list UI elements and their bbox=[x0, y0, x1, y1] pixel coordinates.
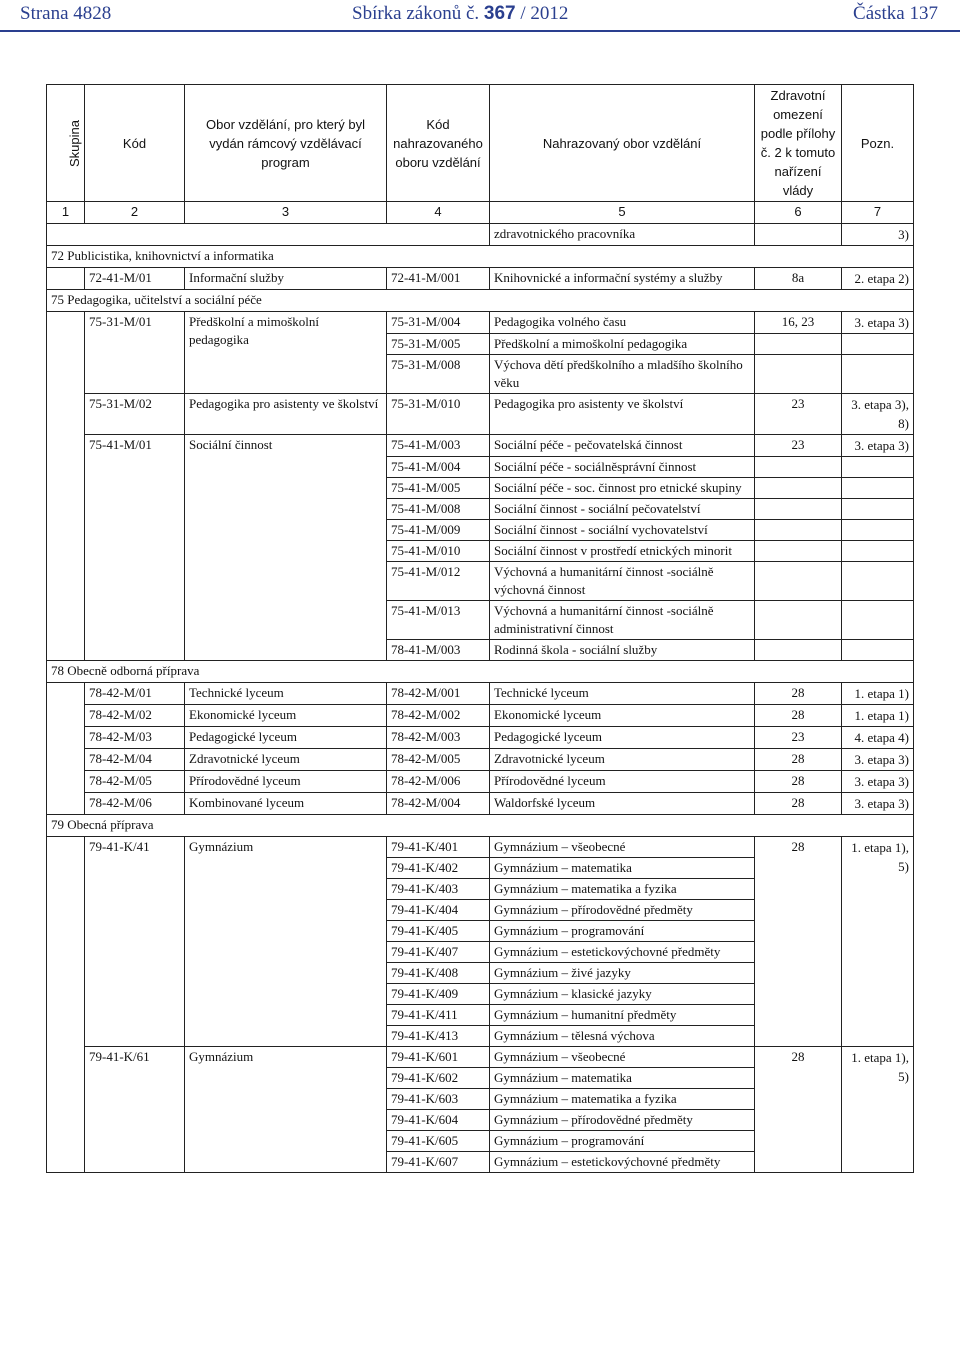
pozn-cell: 3. etapa 3) bbox=[842, 435, 914, 457]
kod-nahr-cell: 78-42-M/003 bbox=[387, 727, 490, 749]
col-number: 6 bbox=[755, 202, 842, 224]
nahr-obor-cell: Sociální činnost v prostředí etnických minorit bbox=[490, 541, 755, 562]
zdrav-cell: 23 bbox=[755, 435, 842, 457]
table-row bbox=[47, 727, 914, 749]
part-number: Částka 137 bbox=[853, 3, 938, 24]
table-row bbox=[47, 268, 914, 290]
table-row bbox=[47, 793, 914, 815]
header-pozn: Pozn. bbox=[842, 85, 914, 202]
kod-nahr-cell: 75-31-M/008 bbox=[387, 355, 490, 394]
pozn-cell: 1. etapa 1) bbox=[842, 683, 914, 705]
header-zdrav: Zdravotní omezení podle přílohy č. 2 k tomuto nařízení vlády bbox=[755, 85, 842, 202]
nahr-obor-cell: Přírodovědné lyceum bbox=[490, 771, 755, 793]
collection-prefix: Sbírka zákonů č. bbox=[352, 3, 480, 24]
obor-cell: Kombinované lyceum bbox=[185, 793, 387, 815]
nahr-obor-cell: Gymnázium – přírodovědné předměty bbox=[490, 1110, 755, 1131]
kod-nahr-cell: 79-41-K/405 bbox=[387, 921, 490, 942]
group-heading: 78 Obecně odborná příprava bbox=[47, 661, 914, 683]
kod-nahr-cell: 75-31-M/005 bbox=[387, 334, 490, 355]
kod-nahr-cell: 75-41-M/003 bbox=[387, 435, 490, 457]
table-row bbox=[47, 705, 914, 727]
zdrav-cell: 28 bbox=[755, 705, 842, 727]
col-number: 4 bbox=[387, 202, 490, 224]
nahr-obor-cell: Gymnázium – matematika a fyzika bbox=[490, 879, 755, 900]
nahr-obor-cell: Sociální činnost - sociální pečovatelství bbox=[490, 499, 755, 520]
zdrav-cell: 23 bbox=[755, 394, 842, 435]
page-number: Strana 4828 bbox=[20, 3, 112, 24]
table-row bbox=[47, 435, 914, 457]
table-row bbox=[47, 312, 914, 334]
nahr-obor-cell: Pedagogika volného času bbox=[490, 312, 755, 334]
zdrav-cell: 28 bbox=[755, 683, 842, 705]
collection-number: 367 bbox=[483, 3, 516, 24]
collection-title bbox=[352, 3, 568, 25]
header-rule bbox=[0, 30, 960, 32]
col-number: 2 bbox=[85, 202, 185, 224]
group-heading: 79 Obecná příprava bbox=[47, 815, 914, 837]
nahr-obor-cell: Gymnázium – živé jazyky bbox=[490, 963, 755, 984]
nahr-obor-cell: Rodinná škola - sociální služby bbox=[490, 640, 755, 661]
zdrav-cell: 28 bbox=[755, 749, 842, 771]
pozn-cell: 1. etapa 1), 5) bbox=[842, 837, 914, 1047]
kod-cell: 78-42-M/04 bbox=[85, 749, 185, 771]
obor-cell: Pedagogika pro asistenty ve školství bbox=[185, 394, 387, 435]
kod-nahr-cell: 78-42-M/001 bbox=[387, 683, 490, 705]
pozn-cell: 3. etapa 3) bbox=[842, 771, 914, 793]
zdrav-cell: 16, 23 bbox=[755, 312, 842, 334]
obor-cell: Předškolní a mimoškolní pedagogika bbox=[185, 312, 387, 394]
pozn-cell: 3) bbox=[842, 224, 914, 246]
obor-cell: Gymnázium bbox=[185, 1047, 387, 1173]
kod-nahr-cell: 79-41-K/408 bbox=[387, 963, 490, 984]
kod-nahr-cell: 79-41-K/602 bbox=[387, 1068, 490, 1089]
nahr-obor-cell: Technické lyceum bbox=[490, 683, 755, 705]
kod-cell: 78-42-M/05 bbox=[85, 771, 185, 793]
zdrav-cell: 23 bbox=[755, 727, 842, 749]
nahr-obor-cell: Výchovná a humanitární činnost -sociálně výchovná činnost bbox=[490, 562, 755, 601]
kod-cell: 79-41-K/41 bbox=[85, 837, 185, 1047]
kod-nahr-cell: 79-41-K/607 bbox=[387, 1152, 490, 1173]
table-row bbox=[47, 837, 914, 858]
kod-nahr-cell: 78-41-M/003 bbox=[387, 640, 490, 661]
nahr-obor-cell: Výchovná a humanitární činnost -sociálně administrativní činnost bbox=[490, 601, 755, 640]
kod-nahr-cell: 72-41-M/001 bbox=[387, 268, 490, 290]
nahr-obor-cell: Gymnázium – tělesná výchova bbox=[490, 1026, 755, 1047]
pozn-cell: 3. etapa 3) bbox=[842, 793, 914, 815]
kod-nahr-cell: 79-41-K/411 bbox=[387, 1005, 490, 1026]
table-row bbox=[47, 224, 914, 246]
nahr-obor-cell: Gymnázium – estetickovýchovné předměty bbox=[490, 942, 755, 963]
col-number: 5 bbox=[490, 202, 755, 224]
kod-nahr-cell: 75-41-M/012 bbox=[387, 562, 490, 601]
kod-cell: 78-42-M/06 bbox=[85, 793, 185, 815]
nahr-obor-cell: Sociální péče - soc. činnost pro etnické skupiny bbox=[490, 478, 755, 499]
kod-cell: 72-41-M/01 bbox=[85, 268, 185, 290]
kod-cell: 78-42-M/02 bbox=[85, 705, 185, 727]
kod-nahr-cell: 75-41-M/005 bbox=[387, 478, 490, 499]
zdrav-cell: 28 bbox=[755, 793, 842, 815]
zdrav-cell: 8a bbox=[755, 268, 842, 290]
table-row bbox=[47, 394, 914, 435]
pozn-cell: 1. etapa 1) bbox=[842, 705, 914, 727]
pozn-cell: 3. etapa 3), 8) bbox=[842, 394, 914, 435]
zdrav-cell: 28 bbox=[755, 771, 842, 793]
kod-nahr-cell: 78-42-M/006 bbox=[387, 771, 490, 793]
table-row bbox=[47, 683, 914, 705]
obor-cell: Pedagogické lyceum bbox=[185, 727, 387, 749]
kod-nahr-cell: 79-41-K/603 bbox=[387, 1089, 490, 1110]
obor-cell: Gymnázium bbox=[185, 837, 387, 1047]
table-row bbox=[47, 749, 914, 771]
nahr-obor-cell: Gymnázium – matematika bbox=[490, 1068, 755, 1089]
kod-nahr-cell: 79-41-K/404 bbox=[387, 900, 490, 921]
nahr-obor-cell: Gymnázium – všeobecné bbox=[490, 1047, 755, 1068]
header-row bbox=[47, 85, 914, 202]
kod-cell: 75-31-M/02 bbox=[85, 394, 185, 435]
nahr-obor-cell: Gymnázium – klasické jazyky bbox=[490, 984, 755, 1005]
kod-cell: 75-31-M/01 bbox=[85, 312, 185, 394]
table-row bbox=[47, 1047, 914, 1068]
header-kod: Kód bbox=[85, 85, 185, 202]
header-nahr-obor: Nahrazovaný obor vzdělání bbox=[490, 85, 755, 202]
kod-nahr-cell: 79-41-K/601 bbox=[387, 1047, 490, 1068]
pozn-cell: 3. etapa 3) bbox=[842, 749, 914, 771]
nahr-obor-cell: Gymnázium – programování bbox=[490, 921, 755, 942]
nahr-obor-cell: Ekonomické lyceum bbox=[490, 705, 755, 727]
col-number: 7 bbox=[842, 202, 914, 224]
kod-nahr-cell: 78-42-M/002 bbox=[387, 705, 490, 727]
education-fields-table bbox=[46, 84, 914, 1173]
kod-cell: 78-42-M/01 bbox=[85, 683, 185, 705]
nahr-obor-cell: zdravotnického pracovníka bbox=[490, 224, 755, 246]
pozn-cell: 4. etapa 4) bbox=[842, 727, 914, 749]
group-heading: 72 Publicistika, knihovnictví a informatika bbox=[47, 246, 914, 268]
collection-year: / 2012 bbox=[520, 3, 569, 24]
nahr-obor-cell: Sociální péče - pečovatelská činnost bbox=[490, 435, 755, 457]
nahr-obor-cell: Knihovnické a informační systémy a služby bbox=[490, 268, 755, 290]
nahr-obor-cell: Předškolní a mimoškolní pedagogika bbox=[490, 334, 755, 355]
obor-cell: Informační služby bbox=[185, 268, 387, 290]
running-header bbox=[0, 0, 960, 34]
nahr-obor-cell: Gymnázium – matematika a fyzika bbox=[490, 1089, 755, 1110]
nahr-obor-cell: Pedagogické lyceum bbox=[490, 727, 755, 749]
kod-nahr-cell: 75-41-M/009 bbox=[387, 520, 490, 541]
kod-cell: 79-41-K/61 bbox=[85, 1047, 185, 1173]
pozn-cell: 3. etapa 3) bbox=[842, 312, 914, 334]
kod-nahr-cell: 79-41-K/401 bbox=[387, 837, 490, 858]
kod-nahr-cell: 79-41-K/403 bbox=[387, 879, 490, 900]
kod-nahr-cell: 79-41-K/604 bbox=[387, 1110, 490, 1131]
kod-nahr-cell: 75-31-M/004 bbox=[387, 312, 490, 334]
kod-nahr-cell: 75-41-M/008 bbox=[387, 499, 490, 520]
header-kod-nahr: Kód nahrazovaného oboru vzdělání bbox=[387, 85, 490, 202]
kod-nahr-cell: 79-41-K/402 bbox=[387, 858, 490, 879]
kod-nahr-cell: 79-41-K/605 bbox=[387, 1131, 490, 1152]
group-heading: 75 Pedagogika, učitelství a sociální péče bbox=[47, 290, 914, 312]
nahr-obor-cell: Waldorfské lyceum bbox=[490, 793, 755, 815]
nahr-obor-cell: Gymnázium – všeobecné bbox=[490, 837, 755, 858]
nahr-obor-cell: Gymnázium – estetickovýchovné předměty bbox=[490, 1152, 755, 1173]
nahr-obor-cell: Gymnázium – matematika bbox=[490, 858, 755, 879]
kod-nahr-cell: 79-41-K/413 bbox=[387, 1026, 490, 1047]
kod-nahr-cell: 75-41-M/004 bbox=[387, 457, 490, 478]
kod-cell: 78-42-M/03 bbox=[85, 727, 185, 749]
zdrav-cell: 28 bbox=[755, 837, 842, 1047]
kod-nahr-cell: 78-42-M/005 bbox=[387, 749, 490, 771]
kod-nahr-cell: 75-41-M/013 bbox=[387, 601, 490, 640]
nahr-obor-cell: Gymnázium – přírodovědné předměty bbox=[490, 900, 755, 921]
obor-cell: Sociální činnost bbox=[185, 435, 387, 661]
nahr-obor-cell: Zdravotnické lyceum bbox=[490, 749, 755, 771]
nahr-obor-cell: Pedagogika pro asistenty ve školství bbox=[490, 394, 755, 435]
pozn-cell: 2. etapa 2) bbox=[842, 268, 914, 290]
nahr-obor-cell: Sociální péče - sociálněsprávní činnost bbox=[490, 457, 755, 478]
table-row bbox=[47, 771, 914, 793]
zdrav-cell: 28 bbox=[755, 1047, 842, 1173]
col-number: 3 bbox=[185, 202, 387, 224]
kod-nahr-cell: 75-41-M/010 bbox=[387, 541, 490, 562]
obor-cell: Ekonomické lyceum bbox=[185, 705, 387, 727]
pozn-cell: 1. etapa 1), 5) bbox=[842, 1047, 914, 1173]
kod-cell: 75-41-M/01 bbox=[85, 435, 185, 661]
column-number-row bbox=[47, 202, 914, 224]
nahr-obor-cell: Výchova dětí předškolního a mladšího školního věku bbox=[490, 355, 755, 394]
kod-nahr-cell: 78-42-M/004 bbox=[387, 793, 490, 815]
kod-nahr-cell: 79-41-K/407 bbox=[387, 942, 490, 963]
obor-cell: Přírodovědné lyceum bbox=[185, 771, 387, 793]
kod-nahr-cell: 75-31-M/010 bbox=[387, 394, 490, 435]
col-number: 1 bbox=[47, 202, 85, 224]
kod-nahr-cell: 79-41-K/409 bbox=[387, 984, 490, 1005]
obor-cell: Technické lyceum bbox=[185, 683, 387, 705]
header-skupina: Skupina bbox=[47, 85, 85, 202]
obor-cell: Zdravotnické lyceum bbox=[185, 749, 387, 771]
nahr-obor-cell: Sociální činnost - sociální vychovatelství bbox=[490, 520, 755, 541]
nahr-obor-cell: Gymnázium – humanitní předměty bbox=[490, 1005, 755, 1026]
header-obor: Obor vzdělání, pro který byl vydán rámcový vzdělávací program bbox=[185, 85, 387, 202]
nahr-obor-cell: Gymnázium – programování bbox=[490, 1131, 755, 1152]
